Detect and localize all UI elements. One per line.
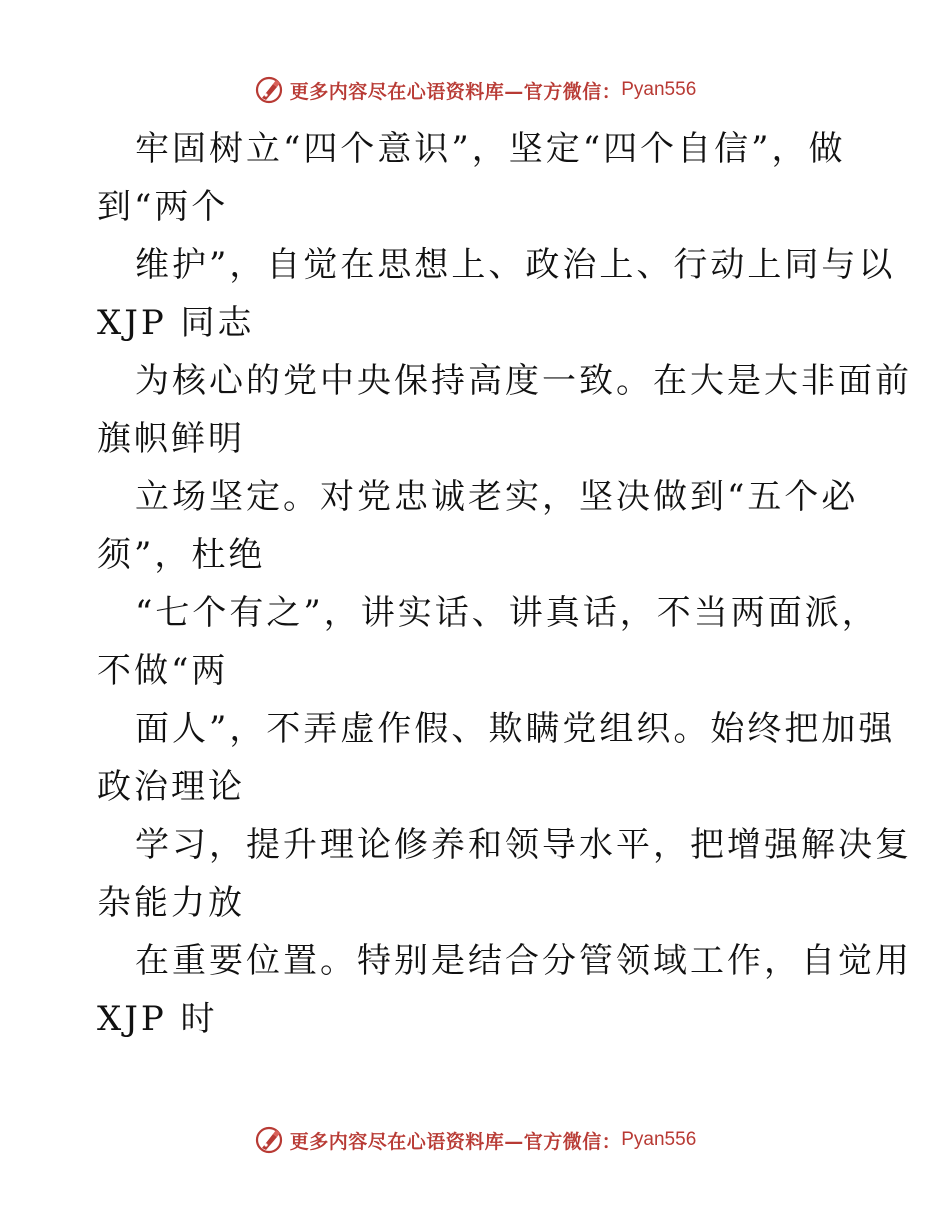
text-line: 政治理论	[97, 767, 245, 807]
text-line: 到“两个	[97, 187, 229, 227]
text-line: 须”，杜绝	[97, 535, 266, 575]
text-line: 维护”，自觉在思想上、政治上、行动上同与以	[135, 245, 896, 285]
pen-nib-logo-icon	[254, 1125, 284, 1155]
footer-banner	[0, 1120, 950, 1160]
text-line: 为核心的党中央保持高度一致。在大是大非面前	[135, 361, 912, 401]
text-line: XJP 时	[97, 999, 218, 1039]
text-line: 不做“两	[97, 651, 229, 691]
header-banner	[0, 70, 950, 110]
text-line: 杂能力放	[97, 883, 245, 923]
text-line: 面人”，不弄虚作假、欺瞒党组织。始终把加强	[135, 709, 896, 749]
text-line: 牢固树立“四个意识”，坚定“四个自信”，做	[135, 129, 846, 169]
footer-wechat-id: Pyan556	[621, 1129, 697, 1150]
header-banner-text: 更多内容尽在心语资料库—官方微信：	[289, 80, 622, 103]
text-line: XJP 同志	[97, 303, 255, 343]
footer-banner-text: 更多内容尽在心语资料库—官方微信：	[289, 1130, 622, 1153]
pen-nib-logo-icon	[254, 75, 284, 105]
header-wechat-id: Pyan556	[621, 79, 697, 100]
text-line: 在重要位置。特别是结合分管领域工作，自觉用	[135, 941, 912, 981]
document-body	[97, 120, 912, 1048]
text-line: “七个有之”，讲实话、讲真话，不当两面派，	[135, 593, 879, 633]
text-line: 立场坚定。对党忠诚老实，坚决做到“五个必	[135, 477, 859, 517]
text-line: 学习，提升理论修养和领导水平，把增强解决复	[135, 825, 912, 865]
text-line: 旗帜鲜明	[97, 419, 245, 459]
